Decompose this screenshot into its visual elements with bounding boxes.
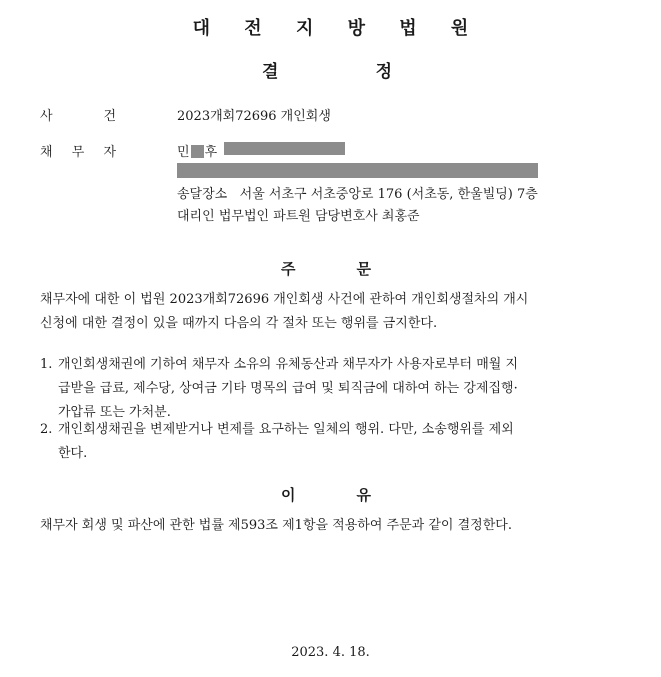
delivery-label: 송달장소: [177, 187, 228, 202]
case-number: 2023개회72696 개인회생: [177, 109, 331, 124]
order-item: [40, 353, 518, 425]
order-title-char: 문: [356, 260, 371, 278]
debtor-label-char: 채: [40, 145, 53, 160]
legal-agent: [177, 205, 420, 224]
doc-type-char-2: 정: [375, 62, 392, 82]
debtor-address-redaction: [177, 163, 538, 178]
debtor-id-redaction: [224, 142, 345, 155]
reason-title-char: 유: [356, 486, 371, 504]
order-item-number: 1.: [40, 357, 53, 372]
debtor-label-char: 자: [103, 145, 116, 160]
reason-section-title: [281, 484, 371, 505]
order-item: [40, 418, 514, 466]
order-intro-line: 신청에 대한 결정이 있을 때까지 다음의 각 절차 또는 행위를 금지한다.: [40, 316, 438, 331]
debtor-name-redaction: [191, 145, 204, 158]
agent-value: 법무법인 파트원 담당변호사 최홍준: [218, 209, 420, 224]
court-name: 대 전 지 방 법 원: [192, 18, 483, 39]
reason-title-char: 이: [281, 486, 296, 504]
delivery-value: 서울 서초구 서초중앙로 176 (서초동, 한울빌딩) 7층: [239, 187, 538, 202]
order-item-line: 한다.: [58, 446, 88, 461]
case-label-char: 건: [103, 109, 116, 124]
order-section-title: [281, 258, 371, 279]
doc-type-char-1: 결: [262, 62, 279, 82]
debtor-label: [40, 141, 116, 160]
delivery-address: [177, 183, 538, 202]
decision-date: 2023. 4. 18.: [291, 645, 370, 660]
order-intro-line: 채무자에 대한 이 법원 2023개회72696 개인회생 사건에 관하여 개인회생절차의 개시: [40, 292, 529, 307]
order-title-char: 주: [281, 260, 296, 278]
case-label-char: 사: [40, 109, 53, 124]
debtor-name: [177, 141, 217, 160]
order-item-line: 급받을 급료, 제수당, 상여금 기타 명목의 급여 및 퇴직금에 대하여 하는 강제집행·: [58, 381, 518, 396]
agent-label: 대리인: [177, 209, 215, 224]
order-item-line: 개인회생채권에 기하여 채무자 소유의 유체동산과 채무자가 사용자로부터 매월 지: [58, 357, 519, 372]
order-item-line: 가압류 또는 가처분.: [58, 405, 171, 420]
reason-text: 채무자 회생 및 파산에 관한 법률 제593조 제1항을 적용하여 주문과 같이 결정한다.: [40, 518, 512, 533]
document-type-title: [262, 57, 392, 82]
debtor-name-mid: 후: [204, 145, 218, 160]
order-intro: [40, 288, 620, 336]
case-label: [40, 105, 116, 124]
debtor-name-prefix: 민: [177, 145, 190, 160]
debtor-label-char: 무: [71, 145, 85, 160]
order-item-number: 2.: [40, 422, 53, 437]
order-item-line: 개인회생채권을 변제받거나 변제를 요구하는 일체의 행위. 다만, 소송행위를 제외: [58, 422, 514, 437]
